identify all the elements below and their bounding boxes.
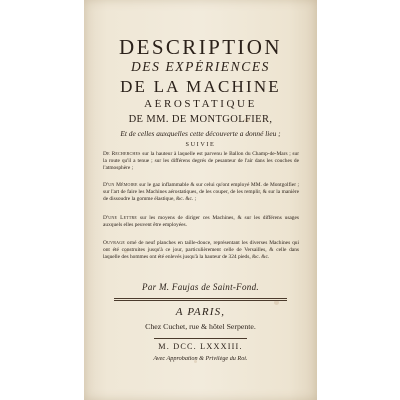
subtitle-line: Et de celles auxquelles cette découverte a donné lieu ;: [120, 130, 281, 138]
paragraph-lead: D'un Mémoire: [103, 182, 138, 188]
imprint-city: A PARIS,: [175, 307, 226, 318]
title-line-machine: DE LA MACHINE: [120, 78, 281, 95]
paragraph-lead: De Recherches: [103, 151, 141, 157]
paragraph-memoire: [103, 182, 299, 211]
title-line-description: DESCRIPTION: [119, 37, 282, 58]
author-line: Par M. Faujas de Saint-Fond.: [142, 283, 259, 292]
ornamental-rule: [114, 298, 287, 301]
paragraph-lead: D'une Lettre: [103, 215, 138, 221]
imprint-year: M. DCC. LXXXIII.: [158, 343, 243, 351]
imprint-privilege: Avec Approbation & Privilége du Roi.: [153, 356, 248, 362]
title-line-experiences: DES EXPÉRIENCES: [130, 60, 271, 74]
suivie-line: SUIVIE: [185, 142, 216, 148]
paragraph-lead: Ouvrage: [103, 240, 125, 246]
paragraph-text: sur la hauteur à laquelle est parvenu le Ballon du Champ-de-Mars ; sur la route qu'il a tenue ; sur les différens degrés de pesanteur de l'air dans les couches de l'atmosphère ;: [103, 151, 299, 172]
paragraph-ouvrage: [103, 240, 299, 277]
paragraph-text: sur les moyens de diriger ces Machines, & sur les différens usages auxquels elles peuvent être employées.: [103, 215, 299, 229]
paragraph-text: orné de neuf planches en taille-douce, représentant les diverses Machines qui ont été construites jusqu'à ce jour, particulièrement celle de Versailles, & celle dans laquelle des hommes ont été enlevés jusqu'à la hauteur de 324 pieds, &c. &c.: [103, 240, 299, 261]
imprint-rule: [154, 338, 247, 339]
title-page: [84, 0, 317, 400]
title-line-aerostatique: AÉROSTATIQUE: [144, 99, 257, 110]
imprint-publisher: Chez Cuchet, rue & hôtel Serpente.: [145, 323, 256, 331]
paragraph-lettre: [103, 215, 299, 237]
title-line-montgolfier: DE MM. DE MONTGOLFIER,: [128, 115, 273, 125]
paragraph-recherches: [103, 151, 299, 180]
paragraph-text: sur le gaz inflammable & sur celui qu'ont employé MM. de Montgolfier ; sur l'art de faire les Machines aérostatiques, de les couper, de les remplir, & sur la manière de dissoudre la gomme élastique, &c. &c. ;: [103, 182, 299, 203]
